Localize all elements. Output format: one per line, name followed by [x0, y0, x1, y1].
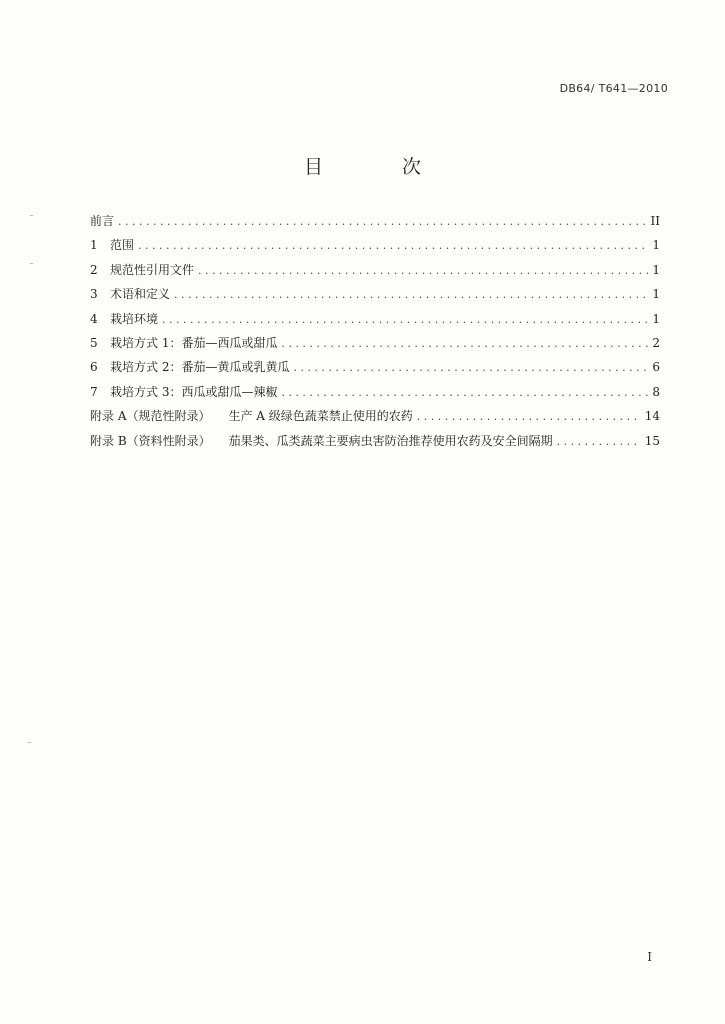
appendix-prefix: 附录 A（规范性附录）	[90, 409, 211, 424]
toc-entry-label: 栽培方式 2：番茄—黄瓜或乳黄瓜	[110, 360, 290, 375]
toc-entry-label: 规范性引用文件	[110, 262, 195, 277]
table-of-contents	[90, 213, 660, 457]
scan-speck	[28, 742, 31, 743]
toc-dot-leader	[281, 385, 648, 401]
scan-speck	[30, 215, 33, 216]
toc-entry-appendix-b[interactable]	[90, 433, 660, 457]
toc-dot-leader	[417, 409, 641, 425]
toc-entry-1[interactable]	[90, 237, 660, 261]
toc-entry-number: 7	[90, 384, 98, 399]
toc-entry-label: 栽培方式 3：西瓜或甜瓜—辣椒	[110, 384, 278, 399]
toc-entry-number: 5	[90, 335, 98, 350]
toc-entry-number: 1	[90, 238, 98, 253]
toc-entry-2[interactable]	[90, 262, 660, 286]
toc-entry-6[interactable]	[90, 359, 660, 383]
toc-dot-leader	[557, 434, 641, 450]
toc-title: 目 次	[303, 156, 451, 178]
toc-entry-page: 6	[652, 360, 660, 375]
toc-entry-number: 4	[90, 311, 98, 326]
toc-entry-page: 1	[652, 287, 660, 302]
toc-entry-5[interactable]	[90, 335, 660, 359]
toc-entry-page: 1	[652, 238, 660, 253]
toc-entry-page: 8	[652, 384, 660, 399]
toc-entry-3[interactable]	[90, 286, 660, 310]
scan-speck	[30, 263, 33, 264]
toc-entry-label: 栽培环境	[110, 311, 159, 326]
toc-dot-leader	[118, 214, 647, 230]
toc-dot-leader	[138, 238, 648, 254]
toc-entry-page: 1	[652, 311, 660, 326]
toc-entry-page: II	[650, 214, 660, 228]
toc-entry-4[interactable]	[90, 311, 660, 335]
toc-entry-label: 栽培方式 1：番茄—西瓜或甜瓜	[110, 335, 278, 350]
toc-entry-label: 茄果类、瓜类蔬菜主要病虫害防治推荐使用农药及安全间隔期	[228, 433, 553, 448]
toc-entry-page: 15	[644, 433, 660, 448]
toc-entry-page: 2	[652, 335, 660, 350]
toc-dot-leader	[293, 360, 648, 376]
toc-entry-foreword[interactable]	[90, 213, 660, 237]
toc-dot-leader	[198, 263, 648, 279]
toc-entry-label: 术语和定义	[110, 287, 171, 302]
toc-entry-7[interactable]	[90, 384, 660, 408]
page-number: I	[647, 950, 652, 964]
toc-entry-page: 14	[644, 409, 660, 424]
toc-entry-label: 前言	[90, 214, 115, 228]
toc-entry-number: 3	[90, 287, 98, 302]
toc-entry-number: 2	[90, 262, 98, 277]
toc-entry-label: 范围	[110, 238, 135, 253]
toc-entry-appendix-a[interactable]	[90, 408, 660, 432]
toc-entry-label: 生产 A 级绿色蔬菜禁止使用的农药	[228, 409, 413, 424]
toc-dot-leader	[162, 312, 648, 328]
toc-dot-leader	[281, 336, 648, 352]
toc-entry-number: 6	[90, 360, 98, 375]
toc-entry-page: 1	[652, 262, 660, 277]
appendix-prefix: 附录 B（资料性附录）	[90, 433, 211, 448]
standard-code: DB64/ T641—2010	[559, 82, 668, 95]
toc-dot-leader	[174, 287, 648, 303]
